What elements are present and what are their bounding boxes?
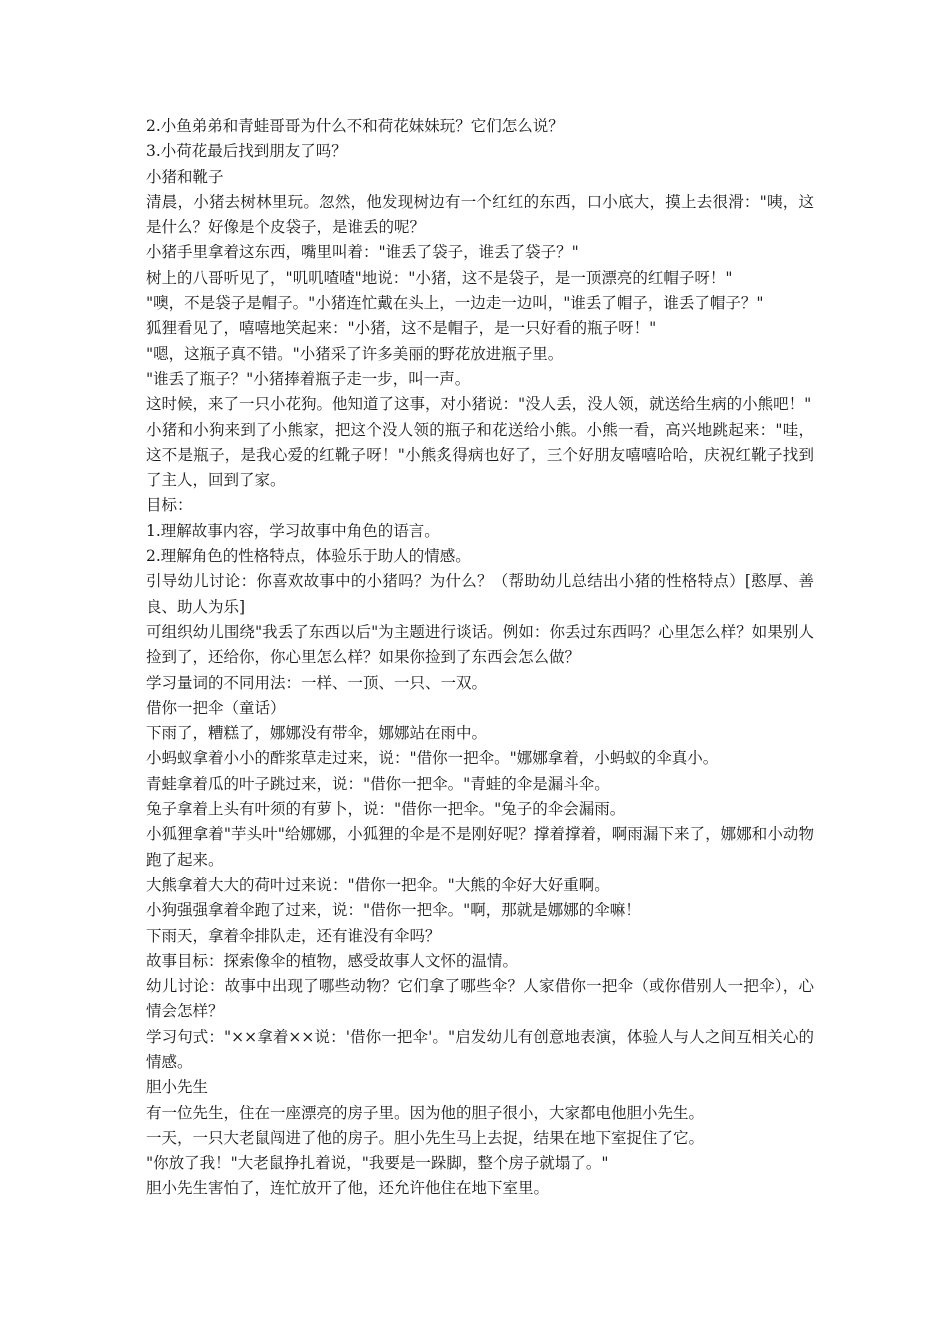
paragraph: 兔子拿着上头有叶须的有萝卜，说："借你一把伞。"兔子的伞会漏雨。 [146, 800, 626, 819]
paragraph: "谁丢了瓶子？"小猪捧着瓶子走一步，叫一声。 [146, 369, 471, 388]
story-title: 小猪和靴子 [146, 167, 224, 186]
paragraph: 小蚂蚁拿着小小的酢浆草走过来，说："借你一把伞。"娜娜拿着，小蚂蚁的伞真小。 [146, 749, 719, 768]
paragraph: 树上的八哥听见了，"叽叽喳喳"地说："小猪，这不是袋子，是一顶漂亮的红帽子呀！" [146, 268, 733, 287]
document-body [146, 114, 814, 1202]
paragraph: 3.小荷花最后找到朋友了吗？ [146, 142, 347, 161]
paragraph: 这时候，来了一只小花狗。他知道了这事，对小猪说："没人丢，没人领，就送给生病的小熊吧！" [146, 395, 812, 414]
paragraph: 可组织幼儿围绕"我丢了东西以后"为主题进行谈话。例如：你丢过东西吗？心里怎么样？如果别人捡到了，还给你，你心里怎么样？如果你捡到了东西会怎么做？ [146, 622, 814, 667]
paragraph: 大熊拿着大大的荷叶过来说："借你一把伞。"大熊的伞好大好重啊。 [146, 875, 610, 894]
paragraph: 清晨，小猪去树林里玩。忽然，他发现树边有一个红红的东西，口小底大，摸上去很滑："咦，这是什么？好像是个皮袋子，是谁丢的呢？ [146, 192, 814, 237]
paragraph: 小猪手里拿着这东西，嘴里叫着："谁丢了袋子，谁丢了袋子？" [146, 243, 579, 262]
paragraph: 学习量词的不同用法：一样、一顶、一只、一双。 [146, 673, 488, 692]
story-title: 胆小先生 [146, 1078, 209, 1097]
paragraph: "你放了我！"大老鼠挣扎着说，"我要是一跺脚，整个房子就塌了。" [146, 1154, 609, 1173]
paragraph: 2.理解角色的性格特点，体验乐于助人的情感。 [146, 547, 471, 566]
paragraph: 小狐狸拿着"芋头叶"给娜娜，小狐狸的伞是不是刚好呢？撑着撑着，啊雨漏下来了，娜娜和小动物跑了起来。 [146, 825, 814, 869]
paragraph: 小狗强强拿着伞跑了过来，说："借你一把伞。"啊，那就是娜娜的伞嘛！ [146, 901, 641, 920]
paragraph: 幼儿讨论：故事中出现了哪些动物？它们拿了哪些伞？人家借你一把伞（或你借别人一把伞），心情会怎样？ [146, 977, 814, 1021]
paragraph: 有一位先生，住在一座漂亮的房子里。因为他的胆子很小，大家都电他胆小先生。 [146, 1103, 705, 1122]
paragraph: 1.理解故事内容，学习故事中角色的语言。 [146, 521, 440, 540]
paragraph: "噢，不是袋子是帽子。"小猪连忙戴在头上，一边走一边叫，"谁丢了帽子，谁丢了帽子？" [146, 294, 764, 313]
paragraph: 胆小先生害怕了，连忙放开了他，还允许他住在地下室里。 [146, 1179, 550, 1198]
paragraph: 故事目标：探索像伞的植物，感受故事人文怀的温情。 [146, 951, 519, 970]
story-title: 借你一把伞（童话） [146, 698, 286, 717]
paragraph: 下雨天，拿着伞排队走，还有谁没有伞吗？ [146, 926, 441, 945]
paragraph: 小猪和小狗来到了小熊家，把这个没人领的瓶子和花送给小熊。小熊一看，高兴地跳起来："哇，这不是瓶子，是我心爱的红靴子呀！"小熊炙得病也好了，三个好朋友嘻嘻哈哈，庆祝红靴子找到了主人，回到了家。 [146, 420, 814, 490]
paragraph: 2.小鱼弟弟和青蛙哥哥为什么不和荷花妹妹玩？它们怎么说？ [146, 117, 564, 135]
paragraph: "嗯，这瓶子真不错。"小猪采了许多美丽的野花放进瓶子里。 [146, 344, 564, 363]
paragraph: 一天，一只大老鼠闯进了他的房子。胆小先生马上去捉，结果在地下室捉住了它。 [146, 1128, 705, 1147]
paragraph: 狐狸看见了，嘻嘻地笑起来："小猪，这不是帽子，是一只好看的瓶子呀！" [146, 319, 657, 338]
section-label: 目标： [146, 496, 193, 515]
paragraph: 引导幼儿讨论：你喜欢故事中的小猪吗？为什么？（帮助幼儿总结出小猪的性格特点）[憨厚、善良、助人为乐] [146, 572, 814, 616]
paragraph: 青蛙拿着瓜的叶子跳过来，说："借你一把伞。"青蛙的伞是漏斗伞。 [146, 774, 610, 793]
paragraph: 学习句式："××拿着××说：'借你一把伞'。"启发幼儿有创意地表演，体验人与人之间互相关心的情感。 [146, 1027, 814, 1071]
paragraph: 下雨了，糟糕了，娜娜没有带伞，娜娜站在雨中。 [146, 724, 488, 743]
